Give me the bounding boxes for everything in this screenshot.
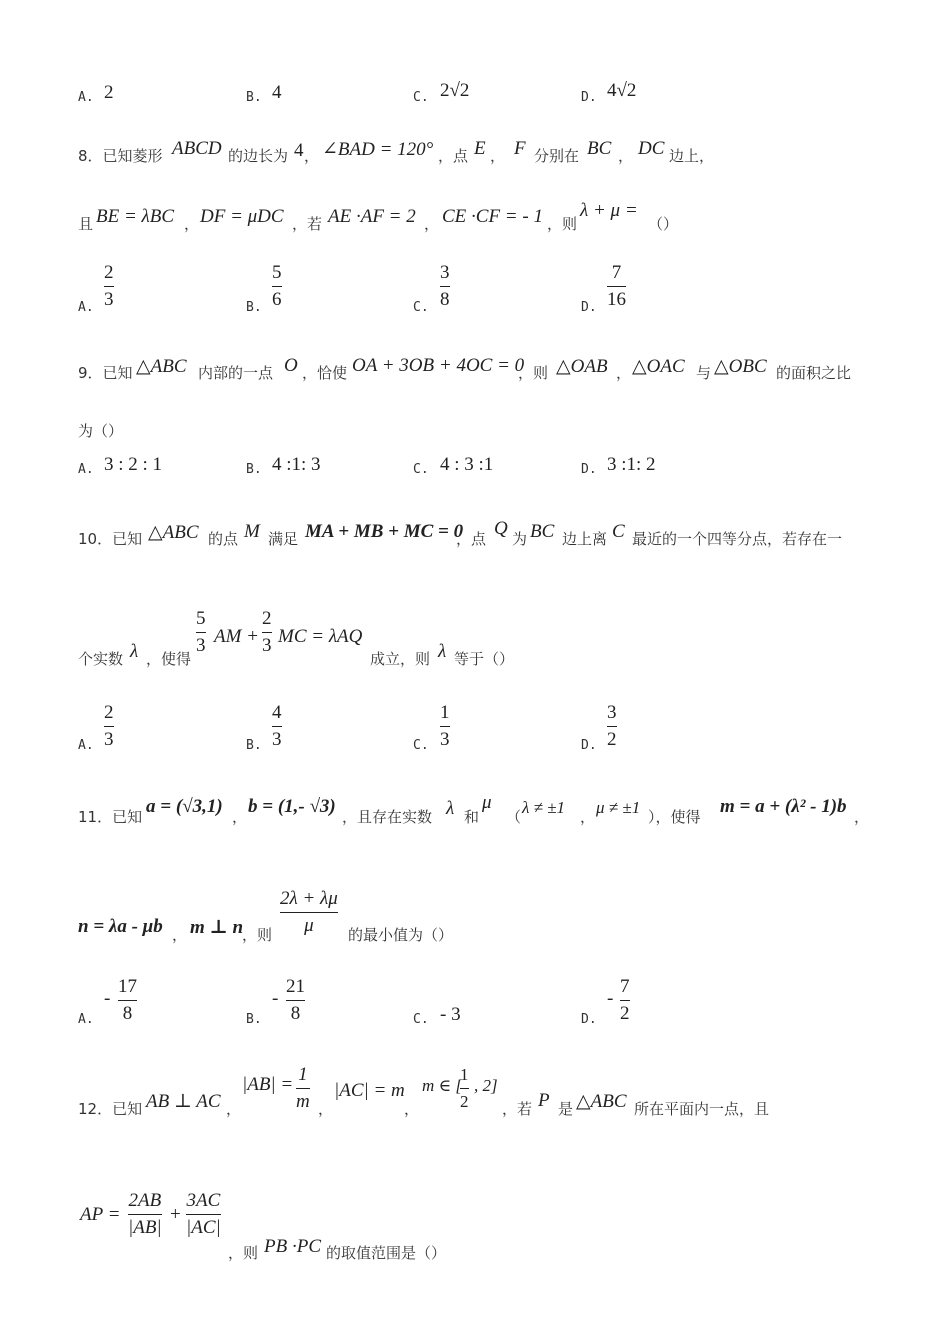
q8-math-lambda-mu: λ + μ = bbox=[580, 200, 638, 221]
q11-option-a-label: A. bbox=[78, 1012, 94, 1027]
q11-text-7: ），使得 bbox=[648, 808, 701, 826]
q8-math-bc: BC bbox=[587, 138, 612, 159]
q10-option-c-fraction: 1 3 bbox=[440, 702, 450, 750]
q8-line2-text-4: ， bbox=[424, 215, 440, 233]
q8-math-be: BE = λBC bbox=[96, 206, 175, 227]
q11-math-lambda: λ bbox=[446, 798, 455, 819]
q8-math-angle: ∠BAD = 120° bbox=[322, 139, 434, 160]
q9-text-7: 的面积之比 bbox=[776, 364, 852, 382]
q9-math-oab: △OAB bbox=[556, 356, 608, 377]
q7-option-d-label: D. bbox=[581, 90, 597, 105]
q11-math-b: b = (1,- √3) bbox=[248, 796, 336, 817]
q9-option-b-value: 4 :1: 3 bbox=[272, 454, 321, 475]
q8-option-c-label: C. bbox=[413, 300, 429, 315]
q11-text-5: （ bbox=[506, 808, 522, 826]
q12-math-pb-pc: PB ·PC bbox=[264, 1236, 321, 1257]
q11-text-6: ， bbox=[580, 808, 596, 826]
q8-option-b-label: B. bbox=[246, 300, 262, 315]
q11-option-d-label: D. bbox=[581, 1012, 597, 1027]
q8-option-a-label: A. bbox=[78, 300, 94, 315]
q11-option-b-sign: - bbox=[272, 988, 279, 1009]
q12-math-m-in: m ∈ [ bbox=[422, 1076, 462, 1095]
q9-line2: 为（） bbox=[78, 422, 124, 440]
q10-text-2: 的点 bbox=[208, 530, 239, 548]
q11-text-4: 和 bbox=[464, 808, 480, 826]
q11-math-m-def: m = a + (λ² - 1)b bbox=[720, 796, 847, 817]
q12-math-abs-ab: |AB| = bbox=[242, 1074, 294, 1095]
q12-fraction-2ab: 2AB |AB| bbox=[128, 1190, 162, 1238]
q9-option-b-label: B. bbox=[246, 462, 262, 477]
q8-math-df: DF = μDC bbox=[200, 206, 284, 227]
q8-math-abcd: ABCD bbox=[172, 138, 222, 159]
q8-math-f: F bbox=[514, 138, 526, 159]
q9-option-a-label: A. bbox=[78, 462, 94, 477]
q8-text-4: ，点 bbox=[438, 147, 469, 165]
q10-text-7: 最近的一个四等分点，若存在一 bbox=[632, 530, 843, 548]
q9-math-vector-eq: OA + 3OB + 4OC = 0 bbox=[352, 355, 525, 376]
q11-option-c-label: C. bbox=[413, 1012, 429, 1027]
q12-math-abc: △ABC bbox=[576, 1091, 627, 1112]
q11-option-d-fraction: 7 2 bbox=[620, 976, 630, 1024]
q9-math-abc: △ABC bbox=[136, 356, 187, 377]
q7-option-c-label: C. bbox=[413, 90, 429, 105]
q12-text-4: 所在平面内一点，且 bbox=[634, 1100, 770, 1118]
q9-option-d-value: 3 :1: 2 bbox=[607, 454, 656, 475]
q12-fraction-1-over-m: 1 m bbox=[296, 1064, 310, 1112]
q11-expression-fraction: 2λ + λμ μ bbox=[280, 888, 338, 936]
q11-math-lambda-neq: λ ≠ ±1 bbox=[522, 798, 566, 817]
q10-text-6: 边上离 bbox=[562, 530, 608, 548]
q8-option-d-fraction: 7 16 bbox=[607, 262, 626, 310]
q7-option-b-label: B. bbox=[246, 90, 262, 105]
q10-line2-text-2: ，使得 bbox=[146, 650, 192, 668]
q10-eq-term-2: MC = λAQ bbox=[278, 626, 363, 647]
q8-text-5: ， bbox=[490, 147, 506, 165]
q8-text-7: ， bbox=[618, 147, 634, 165]
q11-math-n-def: n = λa - μb bbox=[78, 916, 163, 937]
q12-fraction-one-half: 1 2 bbox=[460, 1065, 469, 1111]
q11-option-a-sign: - bbox=[104, 988, 111, 1009]
q12-text-3: 是 bbox=[558, 1100, 574, 1118]
q9-text-5: ， bbox=[616, 364, 632, 382]
q9-math-o: O bbox=[284, 355, 298, 376]
q10-option-a-label: A. bbox=[78, 738, 94, 753]
q12-text-6: 的取值范围是（） bbox=[326, 1244, 447, 1262]
q10-option-a-fraction: 2 3 bbox=[104, 702, 114, 750]
q11-line2-tail: 的最小值为（） bbox=[348, 926, 454, 944]
q8-num-4: 4 bbox=[294, 140, 304, 161]
q8-line2-text-6: （） bbox=[648, 215, 679, 233]
q10-text-1: 10．已知 bbox=[78, 530, 143, 548]
q12-text-5: ，则 bbox=[228, 1244, 259, 1262]
q9-text-1: 9．已知 bbox=[78, 364, 133, 382]
q8-math-e: E bbox=[474, 138, 486, 159]
q11-math-a: a = (√3,1) bbox=[146, 796, 223, 817]
q8-line2-text-5: ，则 bbox=[547, 215, 578, 233]
q10-math-vector-eq: MA + MB + MC = 0 bbox=[305, 521, 464, 542]
q10-option-b-fraction: 4 3 bbox=[272, 702, 282, 750]
q8-math-ae-af: AE ·AF = 2 bbox=[328, 206, 416, 227]
q11-text-1: 11．已知 bbox=[78, 808, 143, 826]
q12-plus: + bbox=[170, 1204, 181, 1225]
q11-line2-then: ，则 bbox=[242, 926, 273, 944]
q12-comma-1: ， bbox=[226, 1100, 242, 1118]
q8-math-dc: DC bbox=[638, 138, 665, 159]
q11-option-a-fraction: 17 8 bbox=[118, 976, 137, 1024]
q12-text-2: ，若 bbox=[502, 1100, 533, 1118]
q8-line2-text-2: ， bbox=[184, 215, 200, 233]
q11-math-mu-neq: μ ≠ ±1 bbox=[596, 798, 641, 817]
q12-text-1: 12．已知 bbox=[78, 1100, 143, 1118]
q8-text-6: 分别在 bbox=[534, 147, 580, 165]
q10-line2-text-3: 成立，则 bbox=[370, 650, 431, 668]
q7-option-d-value: 4√2 bbox=[607, 80, 637, 101]
q10-eq-fraction-2: 2 3 bbox=[262, 608, 272, 656]
q11-text-8: ， bbox=[854, 808, 870, 826]
q10-line2-lambda: λ bbox=[130, 641, 139, 662]
q12-comma-2: ， bbox=[318, 1100, 334, 1118]
q12-math-p: P bbox=[538, 1090, 550, 1111]
q9-math-oac: △OAC bbox=[632, 356, 685, 377]
q10-math-m: M bbox=[244, 521, 260, 542]
q9-option-a-value: 3 : 2 : 1 bbox=[104, 454, 163, 475]
q9-text-6: 与 bbox=[696, 364, 712, 382]
q10-math-bc: BC bbox=[530, 521, 555, 542]
q11-text-2: ， bbox=[232, 808, 248, 826]
q9-option-d-label: D. bbox=[581, 462, 597, 477]
q10-math-abc: △ABC bbox=[148, 522, 199, 543]
q11-math-m-perp-n: m ⊥ n bbox=[190, 917, 244, 938]
q10-text-4: ，点 bbox=[456, 530, 487, 548]
q12-fraction-3ac: 3AC |AC| bbox=[186, 1190, 221, 1238]
q11-option-d-sign: - bbox=[607, 988, 614, 1009]
q11-line2-comma: ， bbox=[172, 926, 188, 944]
q8-option-c-fraction: 3 8 bbox=[440, 262, 450, 310]
q11-option-c-value: - 3 bbox=[440, 1004, 461, 1025]
q10-option-b-label: B. bbox=[246, 738, 262, 753]
q10-option-d-label: D. bbox=[581, 738, 597, 753]
q8-text-8: 边上， bbox=[669, 147, 715, 165]
q9-text-3: ，恰使 bbox=[302, 364, 348, 382]
q9-text-2: 内部的一点 bbox=[198, 364, 274, 382]
q10-text-3: 满足 bbox=[268, 530, 299, 548]
q12-math-ab-perp-ac: AB ⊥ AC bbox=[146, 1091, 221, 1112]
q10-option-c-label: C. bbox=[413, 738, 429, 753]
q11-option-b-fraction: 21 8 bbox=[286, 976, 305, 1024]
q11-math-mu: μ bbox=[482, 792, 492, 813]
q10-math-q: Q bbox=[494, 518, 508, 539]
q7-option-c-value: 2√2 bbox=[440, 80, 470, 101]
q8-line2-text-3: ，若 bbox=[292, 215, 323, 233]
q8-line2-text-1: 且 bbox=[78, 215, 94, 233]
q9-option-c-value: 4 : 3 :1 bbox=[440, 454, 494, 475]
q10-line2-text-1: 个实数 bbox=[78, 650, 124, 668]
q8-text-3: ， bbox=[304, 147, 320, 165]
q10-option-d-fraction: 3 2 bbox=[607, 702, 617, 750]
q8-math-ce-cf: CE ·CF = - 1 bbox=[442, 206, 543, 227]
q8-option-b-fraction: 5 6 bbox=[272, 262, 282, 310]
q11-text-3: ，且存在实数 bbox=[342, 808, 433, 826]
q8-option-a-fraction: 2 3 bbox=[104, 262, 114, 310]
q10-line2-lambda-2: λ bbox=[438, 641, 447, 662]
q8-text-2: 的边长为 bbox=[228, 147, 289, 165]
q7-option-a-value: 2 bbox=[104, 82, 114, 103]
q10-text-5: 为 bbox=[512, 530, 528, 548]
q12-math-interval-end: , 2] bbox=[474, 1076, 498, 1095]
q7-option-b-value: 4 bbox=[272, 82, 282, 103]
q9-math-obc: △OBC bbox=[714, 356, 767, 377]
q9-option-c-label: C. bbox=[413, 462, 429, 477]
q10-eq-term-1: AM + bbox=[214, 626, 260, 647]
q12-math-ap: AP = bbox=[80, 1204, 121, 1225]
q12-math-abs-ac: |AC| = m bbox=[334, 1080, 405, 1101]
q11-option-b-label: B. bbox=[246, 1012, 262, 1027]
q10-line2-text-4: 等于（） bbox=[454, 650, 515, 668]
q8-text-1: 8．已知菱形 bbox=[78, 147, 163, 165]
q9-text-4: ，则 bbox=[518, 364, 549, 382]
q7-option-a-label: A. bbox=[78, 90, 94, 105]
q10-eq-fraction-1: 5 3 bbox=[196, 608, 206, 656]
q8-option-d-label: D. bbox=[581, 300, 597, 315]
q10-math-c: C bbox=[612, 521, 625, 542]
q12-comma-3: ， bbox=[404, 1100, 420, 1118]
